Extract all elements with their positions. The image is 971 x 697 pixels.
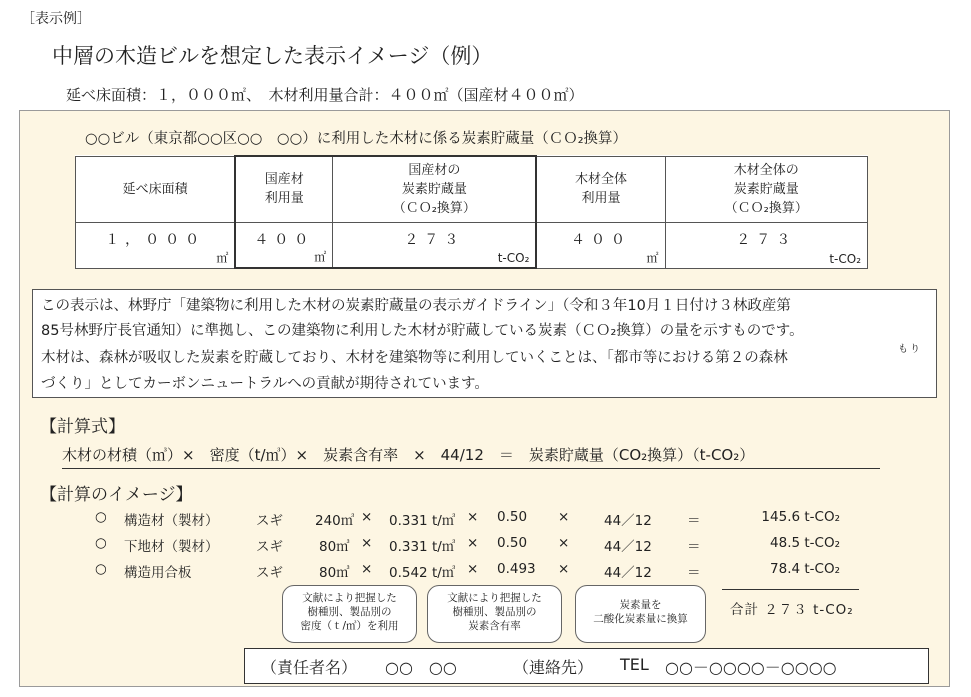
cell-domestic-volume [235,222,332,268]
times-sign: × [467,509,479,525]
header-text: 国産材の [408,162,461,178]
sum-total: 合計 ２７３ t-CO₂ [730,602,854,618]
times-sign: × [558,561,570,577]
contact-box [244,648,929,684]
header-text: 木材全体の [733,162,799,178]
note-line: 炭素含有率 [468,620,521,632]
page-title: 中層の木造ビルを想定した表示イメージ（例） [52,44,493,68]
header-text: 利用量 [581,191,621,206]
equals-sign: ＝ [687,513,701,529]
header-text: 延べ床面積 [122,181,188,197]
equals-sign: ＝ [687,565,701,581]
density: 0.542 t/㎥ [389,565,456,581]
result: 145.6 t-CO₂ [761,509,840,525]
note-line: 炭素量を [619,599,662,611]
header-total-volume [536,156,665,222]
note-line: 文献により把握した [302,592,397,604]
person-value: ○○ ○○ [385,658,457,677]
header-text: 木材全体 [574,172,627,187]
times-sign: × [361,535,373,551]
carbon-ratio: 0.50 [497,509,528,525]
cell-value: ２７３ [404,231,465,248]
calc-row [0,509,971,531]
note-line: 文献により把握した [447,592,542,604]
cell-unit: t-CO₂ [497,251,530,265]
table-value-row [76,222,868,268]
cell-floor-area [76,222,236,268]
note-line: 樹種別、製品別の [307,606,392,618]
material-name: 構造材（製材） [124,513,219,529]
species: スギ [256,513,283,529]
times-sign: × [558,535,570,551]
times-sign: × [558,509,570,525]
carbon-ratio: 0.493 [497,561,536,577]
carbon-ratio-source-note [427,585,562,643]
tel-value: ○○－○○○○－○○○○ [665,658,837,677]
calculation-heading: 【計算のイメージ】 [40,485,193,505]
header-total-storage [665,156,867,222]
volume: 80㎥ [319,565,350,581]
volume: 240㎥ [315,513,355,529]
cell-value: ４００ [254,231,315,248]
example-tag: ［表示例］ [21,11,91,27]
conversion-factor: 44／12 [604,565,652,581]
calc-row [0,561,971,583]
equals-sign: ＝ [687,539,701,555]
building-summary: 延べ床面積：１，０００㎡、 木材利用量合計：４００㎡（国産材４００㎡） [66,86,584,104]
density: 0.331 t/㎥ [389,539,456,555]
sum-divider [722,589,859,590]
cell-total-storage [665,222,867,268]
cell-unit: ㎡ [314,250,327,264]
header-domestic-volume [235,156,332,222]
note-line: 二酸化炭素量に換算 [593,613,688,625]
conversion-factor: 44／12 [604,539,652,555]
note-line: 樹種別、製品別の [452,606,537,618]
table-caption: ○○ビル（東京都○○区○○ ○○）に利用した木材に係る炭素貯蔵量（ＣＯ₂換算） [85,131,628,147]
formula-text: 木材の材積（㎥）× 密度（t/㎥）× 炭素含有率 × 44/12 ＝ 炭素貯蔵量（CO₂換算）（t-CO₂） [62,444,880,469]
bullet: ○ [95,509,107,525]
bullet: ○ [95,561,107,577]
cell-unit: ㎡ [216,250,229,265]
result: 78.4 t-CO₂ [770,561,840,577]
header-text: 炭素貯蔵量 [733,181,799,197]
furigana-reading: もり [898,344,922,355]
cell-domestic-storage [333,222,537,268]
header-text: （ＣＯ₂換算） [392,200,476,216]
cell-unit: t-CO₂ [829,251,861,266]
conversion-factor: 44／12 [604,513,652,529]
header-text: 利用量 [264,191,304,207]
cell-value: ２７３ [736,231,797,248]
person-label: （責任者名） [261,658,358,677]
header-text: （ＣＯ₂換算） [724,200,808,216]
cell-unit: ㎡ [646,250,659,265]
bullet: ○ [95,535,107,551]
notice-line: づくり」としてカーボンニュートラルへの貢献が期待されています。 [41,376,489,392]
note-line: 密度（ｔ/㎥）を利用 [300,620,399,632]
material-name: 下地材（製材） [124,539,219,555]
result: 48.5 t-CO₂ [770,535,840,551]
formula-heading: 【計算式】 [40,417,125,437]
table-header-row [76,156,868,222]
times-sign: × [361,509,373,525]
notice-line: 木材は、森林が吸収した炭素を貯蔵しており、木材を建築物等に利用していくことは、「都市等における第２の森林 [41,350,788,366]
times-sign: × [467,535,479,551]
tel-label: TEL [620,655,649,674]
guideline-notice [32,289,937,398]
calc-row [0,535,971,557]
density-source-note [282,585,417,643]
cell-total-volume [536,222,665,268]
carbon-storage-table [75,155,868,269]
conversion-note [575,585,706,643]
material-name: 構造用合板 [124,565,192,581]
species: スギ [256,565,283,581]
cell-value: １，０００ [105,231,206,248]
carbon-ratio: 0.50 [497,535,528,551]
times-sign: × [467,561,479,577]
header-floor-area [76,156,236,222]
density: 0.331 t/㎥ [389,513,456,529]
header-text: 国産材 [264,172,304,188]
species: スギ [256,539,283,555]
cell-value: ４００ [570,231,631,248]
header-domestic-storage [333,156,537,222]
notice-line: 85号林野庁長官通知）に準拠し、この建築物に利用した木材が貯蔵している炭素（ＣＯ₂換算）の量を示すものです。 [41,323,804,339]
header-text: 炭素貯蔵量 [401,181,467,197]
volume: 80㎥ [319,539,350,555]
contact-label: （連絡先） [513,658,594,677]
times-sign: × [361,561,373,577]
notice-line: この表示は、林野庁「建築物に利用した木材の炭素貯蔵量の表示ガイドライン」（令和３年10月１日付け３林政産第 [41,298,791,314]
